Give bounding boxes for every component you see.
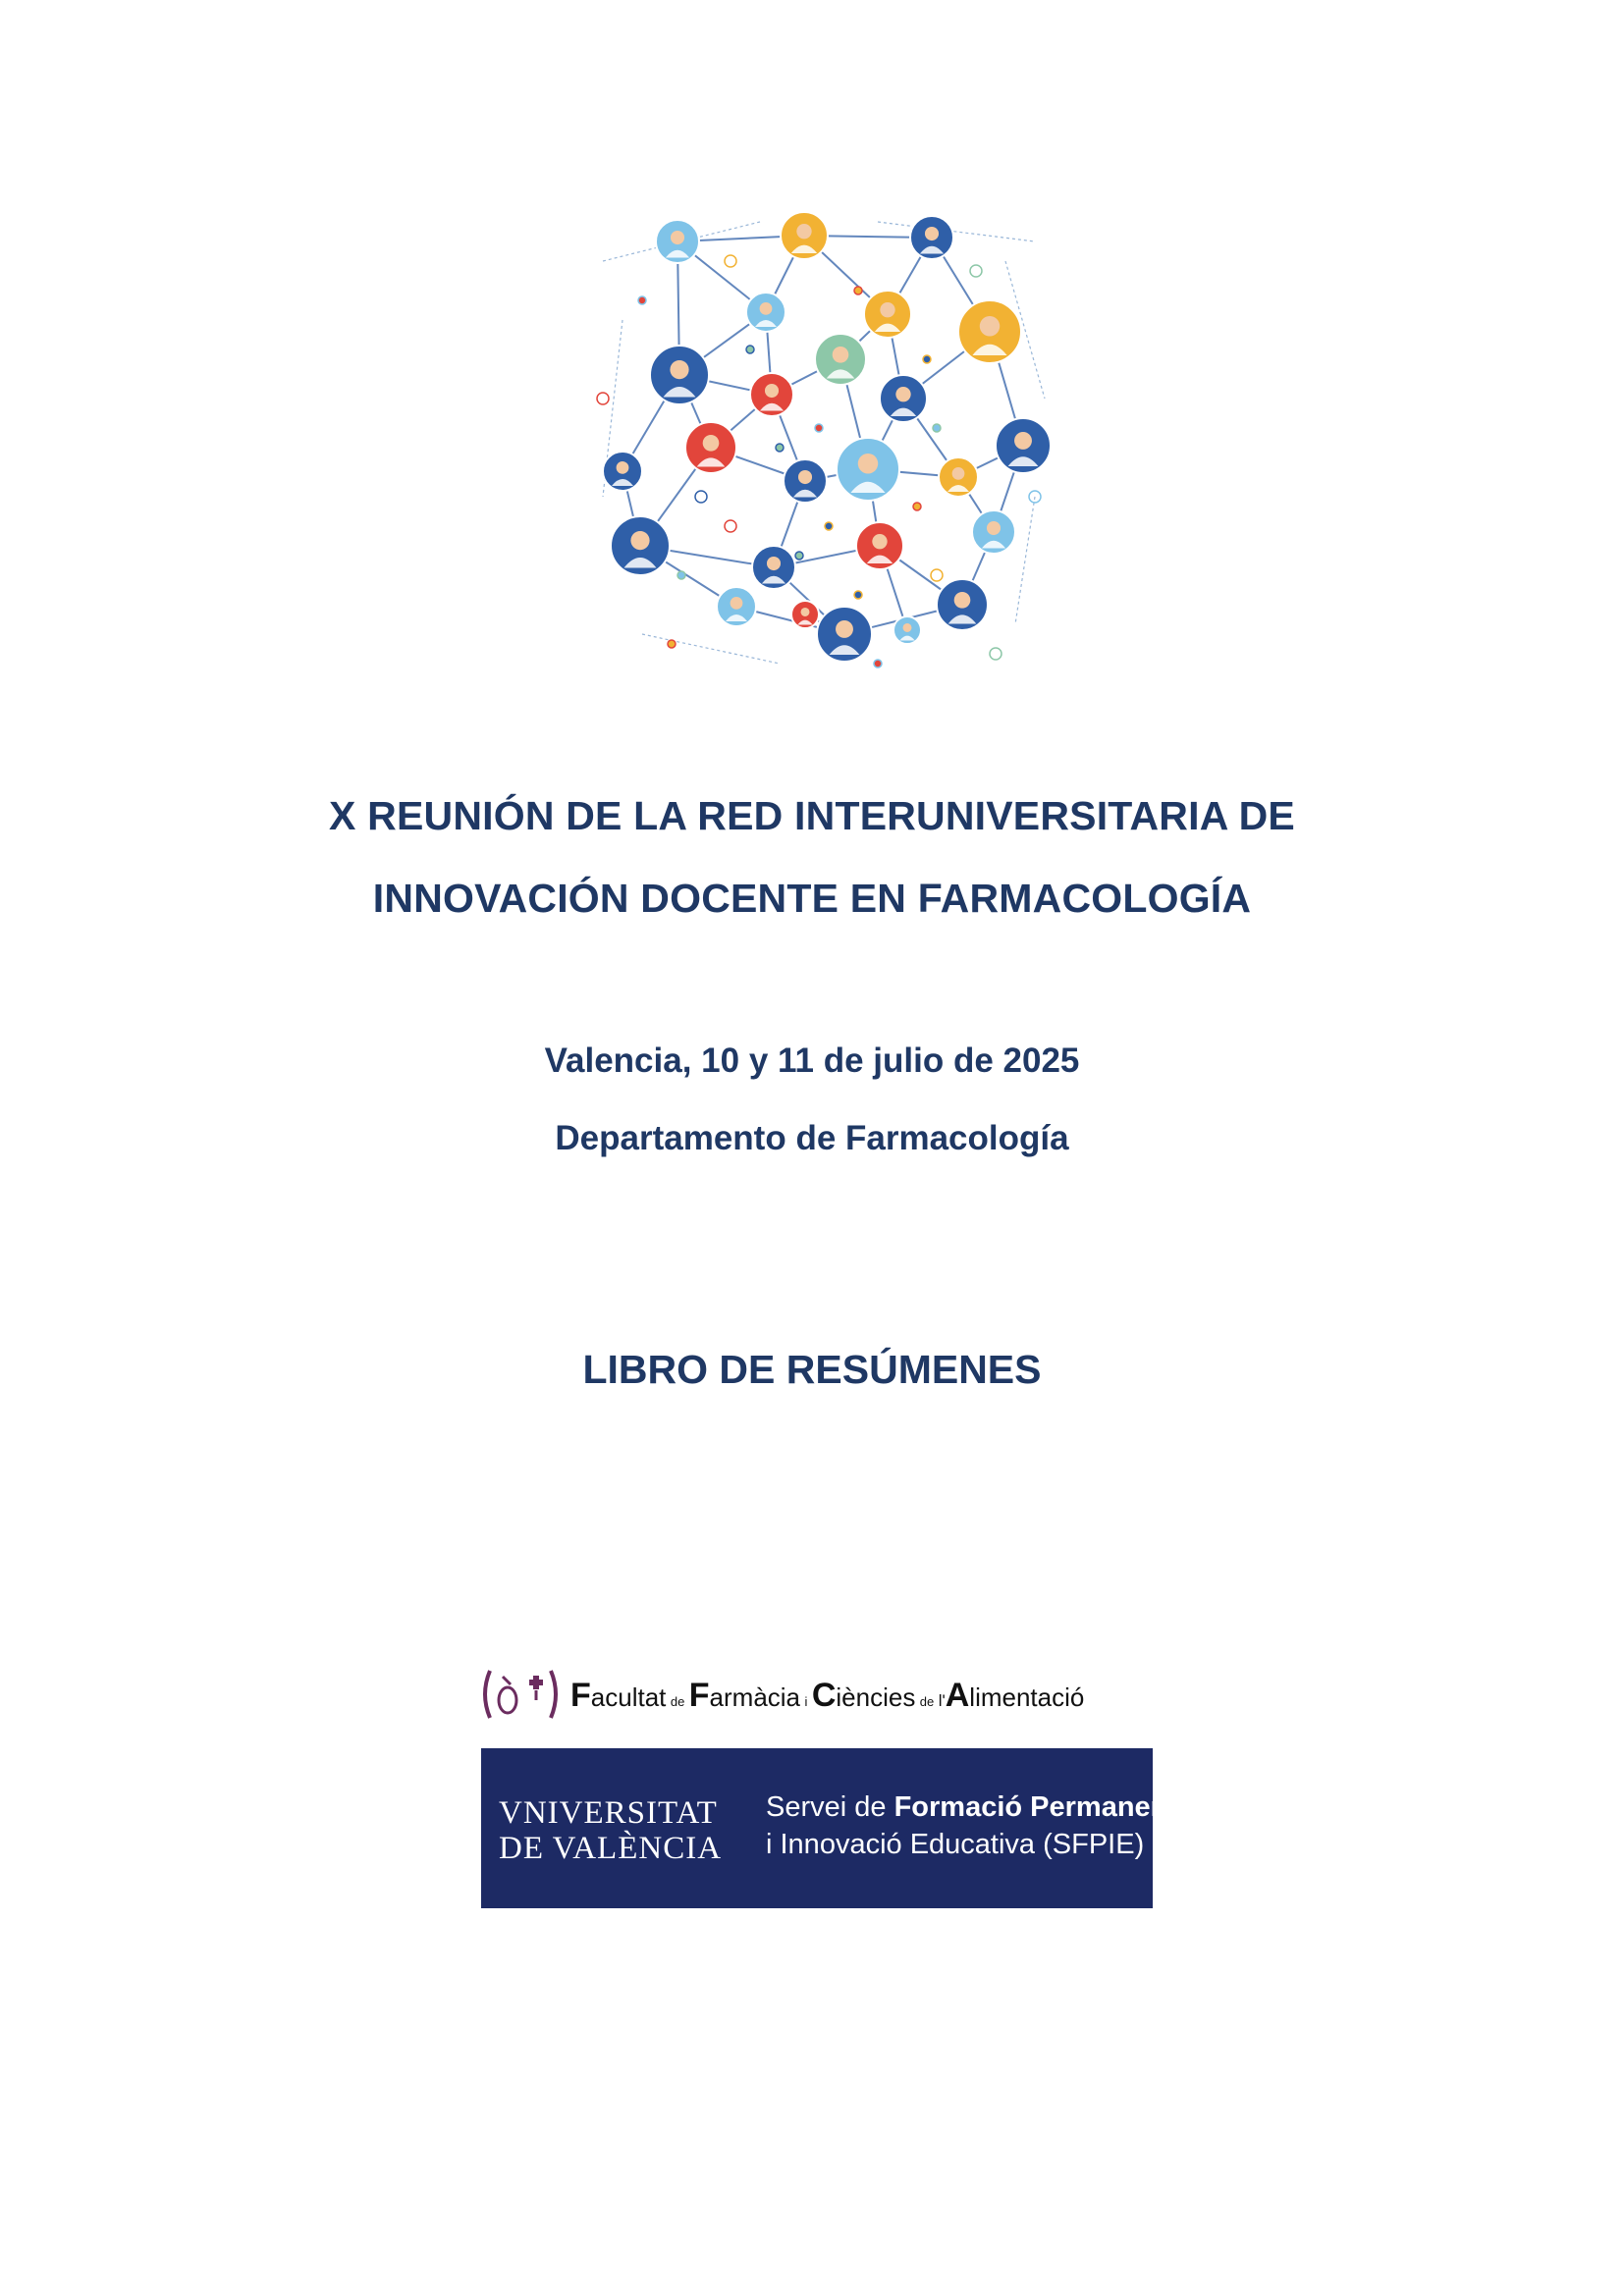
network-dot (695, 491, 707, 503)
person-avatar-icon (864, 291, 911, 338)
person-avatar-icon (893, 616, 921, 644)
person-avatar-icon (781, 212, 828, 259)
person-avatar-icon (958, 300, 1021, 363)
sfpie-line-1: Servei de Formació Permanent (766, 1791, 1178, 1823)
university-name-line-2: DE VALÈNCIA (499, 1831, 723, 1866)
network-dot (825, 522, 833, 530)
network-dot (776, 444, 784, 452)
network-dot (677, 571, 685, 579)
network-dot (638, 296, 646, 304)
person-avatar-icon (685, 422, 736, 473)
title-line-2: INNOVACIÓN DOCENTE EN FARMACOLOGÍA (372, 876, 1252, 921)
person-avatar-icon (937, 579, 988, 630)
person-avatar-icon (815, 334, 866, 385)
network-dot (795, 552, 803, 560)
department-name: Departamento de Farmacología (555, 1119, 1069, 1157)
book-title: LIBRO DE RESÚMENES (582, 1347, 1042, 1392)
network-dot (923, 355, 931, 363)
person-avatar-icon (856, 522, 903, 569)
person-avatar-icon (880, 375, 927, 422)
network-dashed-link (642, 634, 780, 664)
network-dot (931, 569, 943, 581)
network-dashed-link (878, 222, 1035, 241)
person-avatar-icon (972, 510, 1015, 554)
person-avatar-icon (817, 607, 872, 662)
person-avatar-icon (717, 587, 756, 626)
network-dot (668, 640, 676, 648)
people-network-icon (583, 202, 1058, 677)
title-line-1: X REUNIÓN DE LA RED INTERUNIVERSITARIA DE (329, 793, 1295, 838)
network-dot (970, 265, 982, 277)
person-avatar-icon (784, 459, 827, 503)
network-dot (725, 520, 736, 532)
network-dot (815, 424, 823, 432)
event-date: Valencia, 10 y 11 de julio de 2025 (544, 1041, 1080, 1080)
person-avatar-icon (746, 293, 785, 332)
person-avatar-icon (656, 220, 699, 263)
faculty-emblem-icon (478, 1667, 563, 1722)
network-dot (854, 591, 862, 599)
network-dashed-link (1015, 497, 1035, 624)
person-avatar-icon (910, 216, 953, 259)
network-dot (933, 424, 941, 432)
person-avatar-icon (837, 438, 899, 501)
network-dot (597, 393, 609, 404)
university-name-line-1: VNIVERSITAT (499, 1795, 718, 1831)
person-avatar-icon (611, 516, 670, 575)
network-dot (854, 287, 862, 294)
university-banner (481, 1748, 1178, 1908)
person-avatar-icon (791, 601, 819, 628)
person-avatar-icon (603, 452, 642, 491)
network-dot (990, 648, 1001, 660)
person-avatar-icon (996, 418, 1051, 473)
network-dot (746, 346, 754, 353)
person-avatar-icon (750, 373, 793, 416)
sfpie-line-2: i Innovació Educativa (SFPIE) (766, 1829, 1145, 1860)
faculty-logo (478, 1663, 1156, 1726)
network-dot (913, 503, 921, 510)
person-avatar-icon (939, 457, 978, 497)
person-avatar-icon (650, 346, 709, 404)
faculty-name: Facultat de Farmàcia i Ciències de l'Alimentació (570, 1677, 1085, 1714)
person-avatar-icon (752, 546, 795, 589)
network-dot (725, 255, 736, 267)
network-dot (874, 660, 882, 667)
